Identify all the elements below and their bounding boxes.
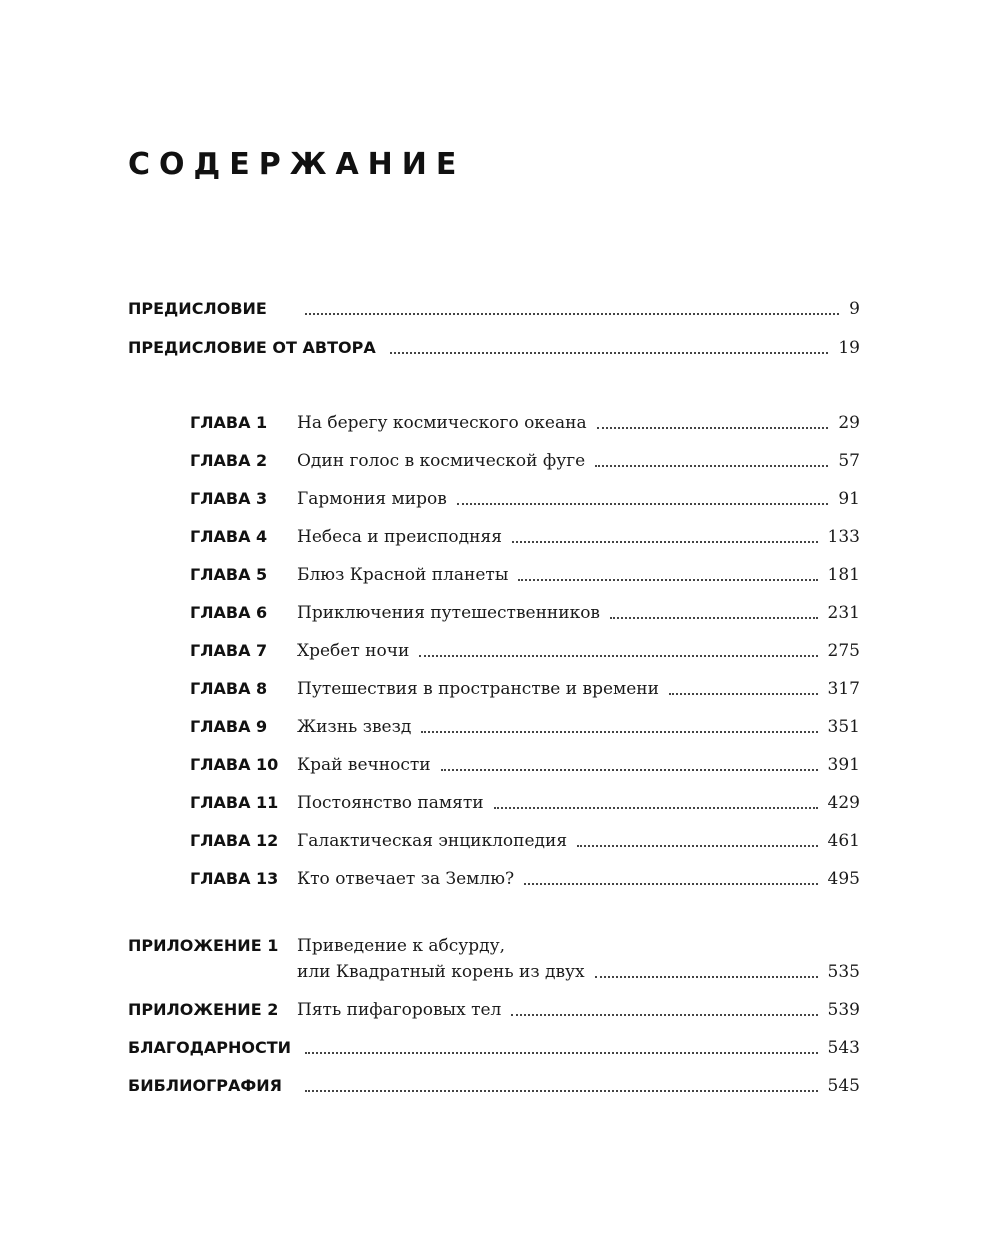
- leader-dots: [669, 693, 818, 695]
- toc-entry: [297, 710, 860, 744]
- toc-row-chapter-8: [0, 672, 1000, 706]
- chapter-title: Блюз Красной планеты: [297, 565, 509, 585]
- toc-entry: [390, 331, 860, 365]
- toc-label: ПРЕДИСЛОВИЕ: [128, 299, 267, 318]
- chapter-title: Один голос в космической фуге: [297, 451, 586, 471]
- page-number: 275: [827, 641, 860, 661]
- toc-row-chapter-11: [0, 786, 1000, 820]
- toc-entry: [305, 292, 860, 326]
- leader-dots: [597, 427, 829, 429]
- leader-dots: [305, 1052, 818, 1054]
- toc-label: ПРИЛОЖЕНИЕ 1: [128, 936, 279, 955]
- page-title: СОДЕРЖАНИЕ: [128, 147, 466, 182]
- toc-entry: [297, 596, 860, 630]
- toc-entry: [305, 1031, 860, 1065]
- chapter-title: Край вечности: [297, 755, 431, 775]
- page-number: 317: [827, 679, 860, 699]
- toc-row-chapter-2: [0, 444, 1000, 478]
- page-number: 91: [838, 489, 860, 509]
- chapter-label: ГЛАВА 13: [190, 869, 279, 888]
- chapter-label: ГЛАВА 4: [190, 527, 268, 546]
- page-number: 351: [827, 717, 860, 737]
- chapter-label: ГЛАВА 5: [190, 565, 268, 584]
- appendix-title-line1: Приведение к абсурду,: [297, 936, 506, 956]
- toc-entry: [297, 786, 860, 820]
- chapter-title: Постоянство памяти: [297, 793, 484, 813]
- page-number: 535: [827, 962, 860, 982]
- page-number: 29: [838, 413, 860, 433]
- page-number: 9: [849, 299, 860, 319]
- leader-dots: [518, 579, 817, 581]
- leader-dots: [419, 655, 817, 657]
- chapter-label: ГЛАВА 1: [190, 413, 268, 432]
- chapter-title: Кто отвечает за Землю?: [297, 869, 515, 889]
- chapter-label: ГЛАВА 10: [190, 755, 279, 774]
- toc-row-chapter-4: [0, 520, 1000, 554]
- toc-entry: [305, 1069, 860, 1103]
- page-number: 231: [827, 603, 860, 623]
- chapter-label: ГЛАВА 8: [190, 679, 268, 698]
- page-number: 539: [827, 1000, 860, 1020]
- toc-row-chapter-5: [0, 558, 1000, 592]
- chapter-label: ГЛАВА 9: [190, 717, 268, 736]
- leader-dots: [457, 503, 829, 505]
- toc-entry: [297, 748, 860, 782]
- toc-entry: [297, 824, 860, 858]
- leader-dots: [511, 1014, 817, 1016]
- page-number: 545: [827, 1076, 860, 1096]
- toc-row-appendix-1: [0, 955, 1000, 989]
- chapter-title: Приключения путешественников: [297, 603, 600, 623]
- page-number: 461: [827, 831, 860, 851]
- toc-entry: [297, 558, 860, 592]
- toc-entry: [297, 993, 860, 1027]
- leader-dots: [305, 313, 839, 315]
- toc-label: ПРЕДИСЛОВИЕ ОТ АВТОРА: [128, 338, 376, 357]
- chapter-label: ГЛАВА 3: [190, 489, 268, 508]
- chapter-title: Гармония миров: [297, 489, 447, 509]
- chapter-title: Жизнь звезд: [297, 717, 412, 737]
- leader-dots: [524, 883, 817, 885]
- leader-dots: [595, 465, 828, 467]
- leader-dots: [390, 352, 828, 354]
- toc-row-chapter-13: [0, 862, 1000, 896]
- toc-row-chapter-9: [0, 710, 1000, 744]
- chapter-title: Хребет ночи: [297, 641, 410, 661]
- toc-entry: [297, 406, 860, 440]
- leader-dots: [305, 1090, 818, 1092]
- toc-label: БЛАГОДАРНОСТИ: [128, 1038, 292, 1057]
- page-number: 543: [827, 1038, 860, 1058]
- chapter-title: Путешествия в пространстве и времени: [297, 679, 659, 699]
- toc-row-bibliography: [0, 1069, 1000, 1103]
- leader-dots: [610, 617, 818, 619]
- leader-dots: [512, 541, 818, 543]
- toc-row-chapter-10: [0, 748, 1000, 782]
- toc-row-chapter-3: [0, 482, 1000, 516]
- chapter-label: ГЛАВА 12: [190, 831, 279, 850]
- leader-dots: [441, 769, 818, 771]
- toc-entry: [297, 520, 860, 554]
- leader-dots: [595, 976, 818, 978]
- appendix-title: или Квадратный корень из двух: [297, 962, 585, 982]
- toc-entry: [297, 482, 860, 516]
- leader-dots: [494, 807, 818, 809]
- toc-row-acknowledgements: [0, 1031, 1000, 1065]
- toc-entry: [297, 444, 860, 478]
- leader-dots: [577, 845, 817, 847]
- page-number: 181: [827, 565, 860, 585]
- chapter-title: Небеса и преисподняя: [297, 527, 502, 547]
- toc-row-appendix-2: [0, 993, 1000, 1027]
- chapter-label: ГЛАВА 6: [190, 603, 268, 622]
- chapter-label: ГЛАВА 2: [190, 451, 268, 470]
- toc-row-chapter-1: [0, 406, 1000, 440]
- appendix-title: Пять пифагоровых тел: [297, 1000, 502, 1020]
- page-number: 391: [827, 755, 860, 775]
- toc-row-chapter-7: [0, 634, 1000, 668]
- page-number: 495: [827, 869, 860, 889]
- toc-label: ПРИЛОЖЕНИЕ 2: [128, 1000, 279, 1019]
- chapter-label: ГЛАВА 7: [190, 641, 268, 660]
- toc-entry: [297, 955, 860, 989]
- toc-label: БИБЛИОГРАФИЯ: [128, 1076, 282, 1095]
- page-number: 19: [838, 338, 860, 358]
- chapter-title: Галактическая энциклопедия: [297, 831, 568, 851]
- toc-row-chapter-6: [0, 596, 1000, 630]
- page-number: 133: [827, 527, 860, 547]
- toc-row-chapter-12: [0, 824, 1000, 858]
- toc-row-author-preface: [0, 331, 1000, 365]
- chapter-title: На берегу космического океана: [297, 413, 587, 433]
- leader-dots: [421, 731, 817, 733]
- toc-entry: [297, 634, 860, 668]
- toc-entry: [297, 672, 860, 706]
- chapter-label: ГЛАВА 11: [190, 793, 279, 812]
- toc-entry: [297, 862, 860, 896]
- page-number: 57: [838, 451, 860, 471]
- page-number: 429: [827, 793, 860, 813]
- toc-row-preface: [0, 292, 1000, 326]
